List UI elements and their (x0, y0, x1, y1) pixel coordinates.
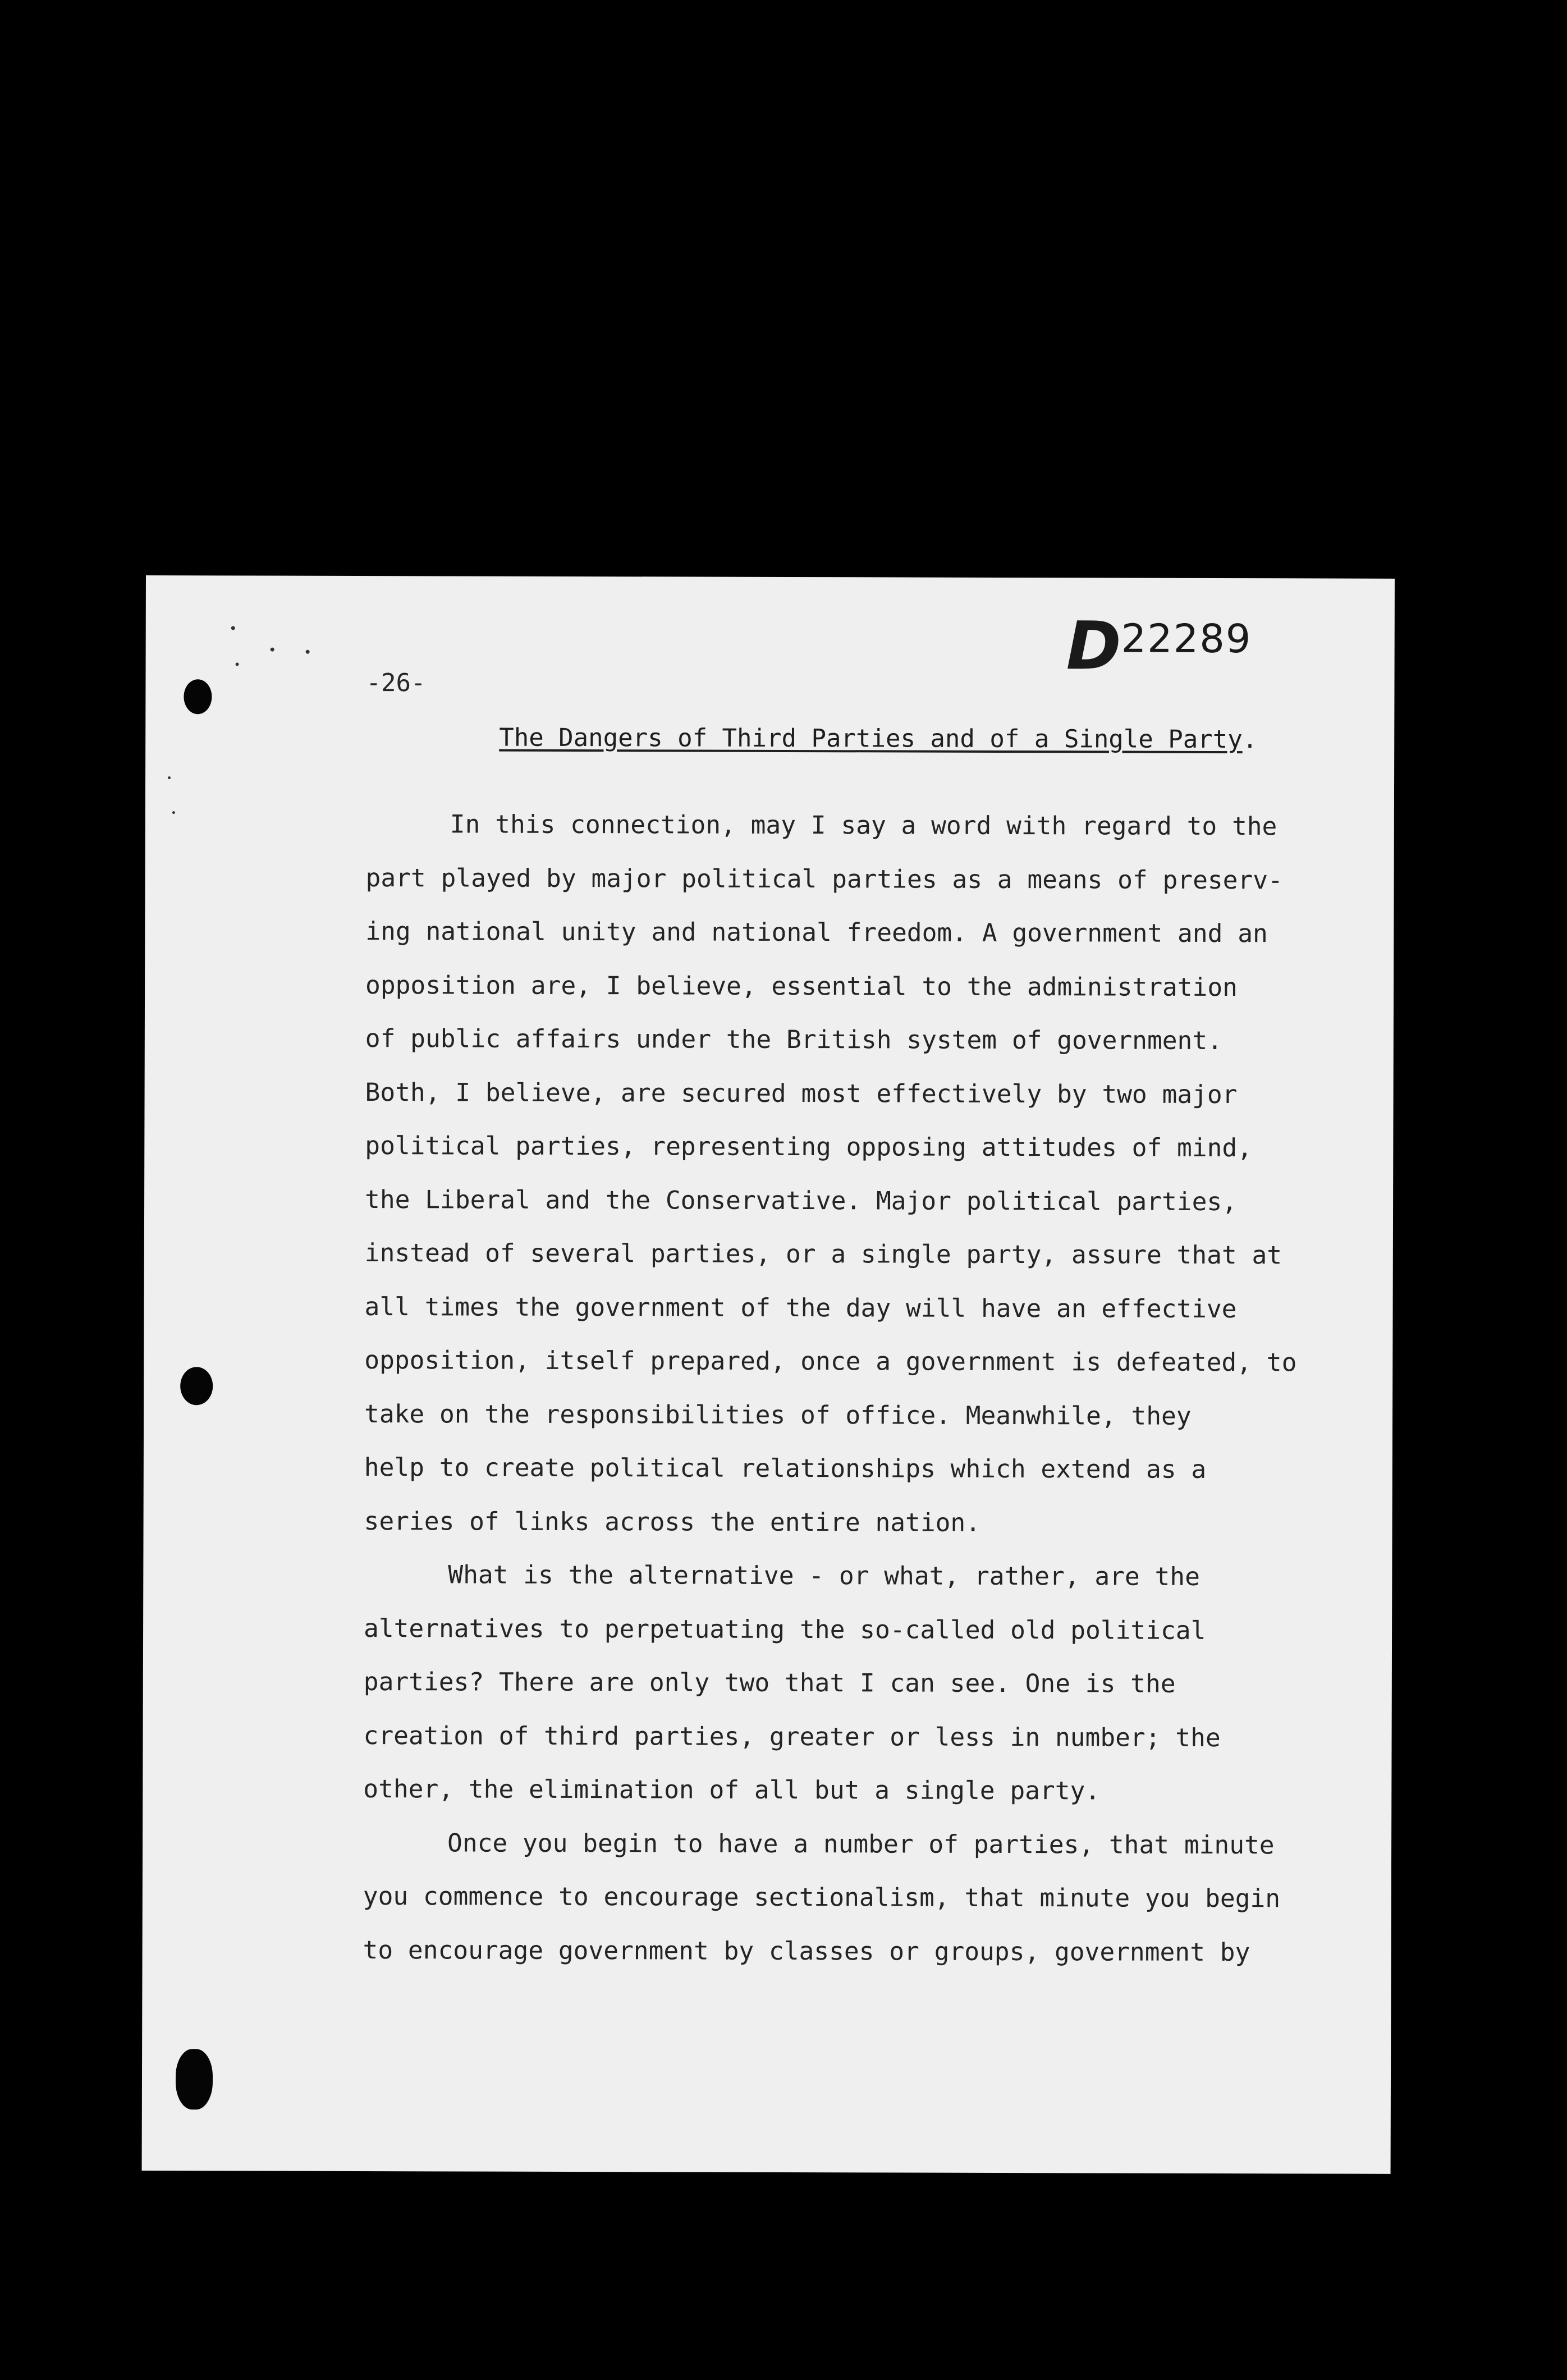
body-line: Both, I believe, are secured most effectively by two major (365, 1078, 1238, 1109)
body-line: of public affairs under the British system of government. (365, 1024, 1223, 1056)
body-line: In this connection, may I say a word with regard to the (450, 810, 1277, 841)
punch-hole-bottom (176, 2049, 213, 2109)
body-line: parties? There are only two that I can see. One is the (363, 1668, 1176, 1699)
body-line: alternatives to perpetuating the so-called old political (364, 1614, 1206, 1645)
body-line: you commence to encourage sectionalism, that minute you begin (363, 1882, 1281, 1914)
body-line: political parties, representing opposing attitudes of mind, (365, 1132, 1253, 1163)
archive-document-number (1066, 607, 1252, 685)
speck-mark (172, 811, 175, 814)
body-line: ing national unity and national freedom. A government and an (365, 917, 1268, 949)
body-line: all times the government of the day will have an effective (364, 1292, 1237, 1324)
doc-number-prefix: D (1066, 607, 1121, 685)
body-line: opposition, itself prepared, once a government is defeated, to (364, 1346, 1297, 1377)
document-title (499, 724, 1257, 754)
speck-mark (306, 650, 310, 654)
document-page (142, 575, 1395, 2174)
body-line: Once you begin to have a number of parties, that minute (447, 1828, 1275, 1860)
speck-mark (168, 776, 171, 779)
body-line: instead of several parties, or a single party, assure that at (364, 1239, 1282, 1270)
body-line: opposition are, I believe, essential to the administration (365, 971, 1238, 1002)
title-text: The Dangers of Third Parties and of a Single Party (499, 723, 1243, 754)
body-line: help to create political relationships which extend as a (364, 1453, 1207, 1484)
body-line: the Liberal and the Conservative. Major political parties, (365, 1185, 1238, 1216)
page-number: -26- (366, 669, 426, 698)
body-line: series of links across the entire nation. (364, 1507, 981, 1537)
punch-hole-middle (180, 1367, 213, 1405)
body-line: to encourage government by classes or groups, government by (363, 1935, 1250, 1967)
speck-mark (236, 662, 239, 666)
speck-mark (271, 648, 274, 652)
doc-number-digits: 22289 (1121, 615, 1252, 662)
body-line: What is the alternative - or what, rather, are the (448, 1560, 1200, 1591)
body-line: take on the responsibilities of office. Meanwhile, they (364, 1399, 1192, 1431)
punch-hole-top (184, 679, 212, 714)
body-line: creation of third parties, greater or less in number; the (363, 1721, 1221, 1752)
document-body (363, 798, 1298, 1979)
speck-mark (231, 626, 235, 630)
body-line: part played by major political parties as a means of preserv- (365, 863, 1283, 895)
body-line: other, the elimination of all but a single party. (363, 1775, 1101, 1806)
title-period: . (1242, 725, 1258, 754)
